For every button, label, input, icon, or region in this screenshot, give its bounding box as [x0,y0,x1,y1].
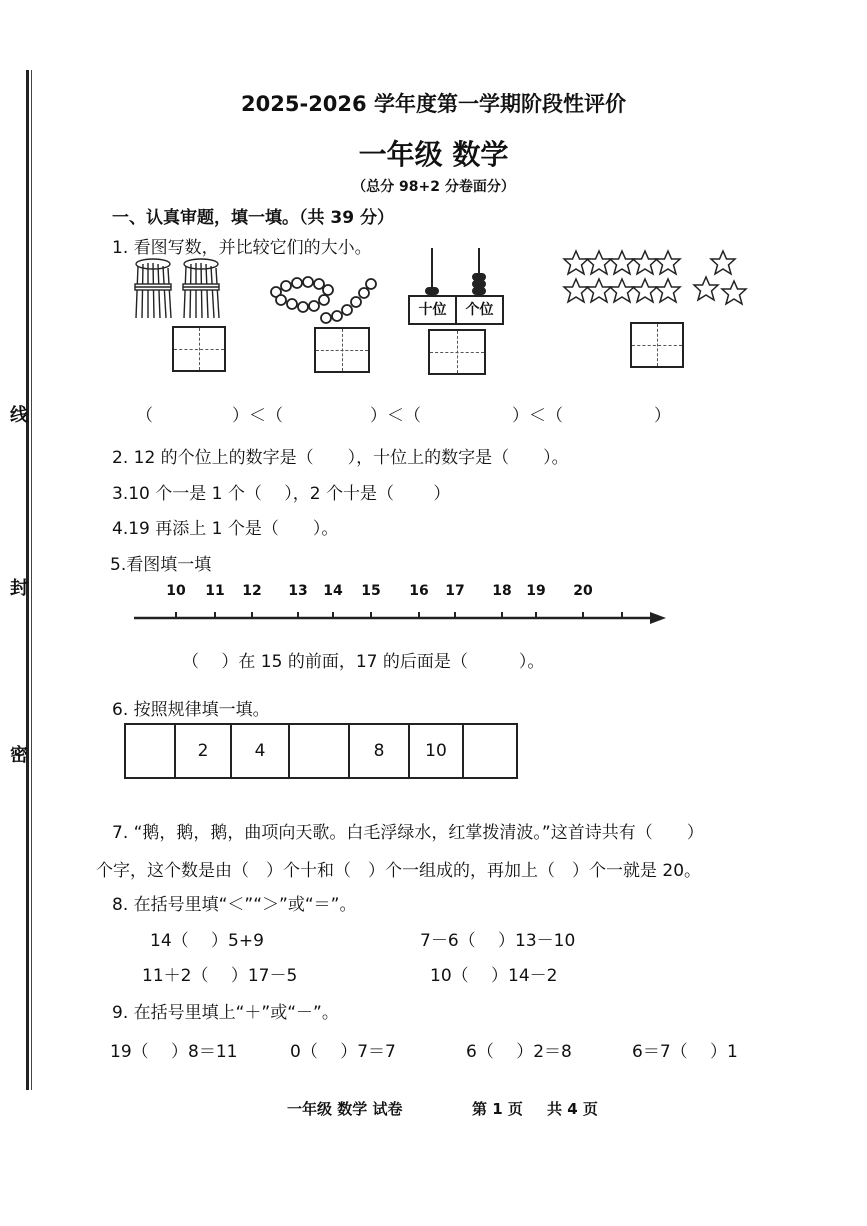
answer-box-1[interactable] [172,326,226,372]
margin-label-mi: 密 [7,745,28,763]
q9-item-1: 19（ ）8＝11 [110,1042,238,1062]
sequence-cell-4[interactable] [289,724,349,778]
page-subtitle: 一年级 数学 [358,138,509,171]
sequence-cell-3: 4 [231,724,289,778]
number-line [130,606,670,630]
q9-item-4: 6＝7（ ）1 [632,1042,738,1062]
stick-bundle-2 [183,259,219,318]
tick-label-17: 17 [445,583,465,599]
tick-label-10: 10 [166,583,186,599]
footer-page-total: 共 4 页 [547,1100,598,1118]
sequence-table [124,723,518,779]
q9-item-3: 6（ ）2＝8 [466,1042,572,1062]
q8-item-3: 11＋2（ ）17－5 [142,966,298,986]
tick-label-14: 14 [323,583,343,599]
q6-text: 6. 按照规律填一填。 [112,700,270,720]
footer-exam-name: 一年级 数学 试卷 [287,1100,403,1118]
q3-text: 3.10 个一是 1 个（ ），2 个十是（ ） [112,484,451,504]
tick-label-11: 11 [205,583,225,599]
compare-paren-4: ）＜（ [512,406,563,426]
page-title: 2025-2026 学年度第一学期阶段性评价 [241,92,626,116]
tick-label-20: 20 [573,583,593,599]
compare-paren-3: ）＜（ [370,406,421,426]
stick-bundle-1 [135,259,171,318]
q8-item-4: 10（ ）14－2 [430,966,558,986]
answer-box-4[interactable] [630,322,684,368]
tick-label-19: 19 [526,583,546,599]
stick-bundles-image [130,256,230,322]
q2-text: 2. 12 的个位上的数字是（ ），十位上的数字是（ ）。 [112,448,569,468]
beads-image [266,276,382,326]
section-heading: 一、认真审题，填一填。（共 39 分） [112,208,394,228]
tick-label-18: 18 [492,583,512,599]
sequence-cell-2: 2 [175,724,231,778]
q5-text: 5.看图填一填 [110,555,212,575]
tick-label-12: 12 [242,583,262,599]
stars-image [560,247,755,311]
compare-paren-1: （ [136,406,153,426]
q7-line1: 7. “鹅，鹅，鹅，曲项向天歌。白毛浮绿水，红掌拨清波。”这首诗共有（ ） [112,823,704,843]
margin-label-xian: 线 [7,405,28,423]
q8-item-1: 14（ ）5+9 [150,931,264,951]
sequence-cell-1[interactable] [125,724,175,778]
footer-page-number: 第 1 页 [472,1100,523,1118]
abacus-tens-label: 十位 [410,297,457,323]
q9-item-2: 0（ ）7＝7 [290,1042,396,1062]
margin-label-feng: 封 [7,578,28,596]
binding-line-inner [31,70,32,1090]
answer-box-2[interactable] [314,327,370,373]
compare-paren-2: ）＜（ [232,406,283,426]
abacus-image [408,248,502,326]
sequence-cell-6: 10 [409,724,463,778]
abacus-ones-label: 个位 [465,302,494,318]
q8-text: 8. 在括号里填“＜”“＞”或“＝”。 [112,895,357,915]
compare-paren-5: ） [654,406,671,426]
q7-line2: 个字，这个数是由（ ）个十和（ ）个一组成的，再加上（ ）个一就是 20。 [96,861,702,881]
tick-label-15: 15 [361,583,381,599]
score-note: （总分 98+2 分卷面分） [352,179,515,195]
q1-text: 1. 看图写数，并比较它们的大小。 [112,238,372,258]
tick-label-16: 16 [409,583,429,599]
tick-label-13: 13 [288,583,308,599]
answer-box-3[interactable] [428,329,486,375]
sequence-cell-7[interactable] [463,724,517,778]
q8-item-2: 7－6（ ）13－10 [420,931,576,951]
q9-text: 9. 在括号里填上“＋”或“－”。 [112,1003,339,1023]
sequence-cell-5: 8 [349,724,409,778]
q4-text: 4.19 再添上 1 个是（ ）。 [112,519,339,539]
q5-answer: （ ）在 15 的前面，17 的后面是（ ）。 [182,652,545,672]
